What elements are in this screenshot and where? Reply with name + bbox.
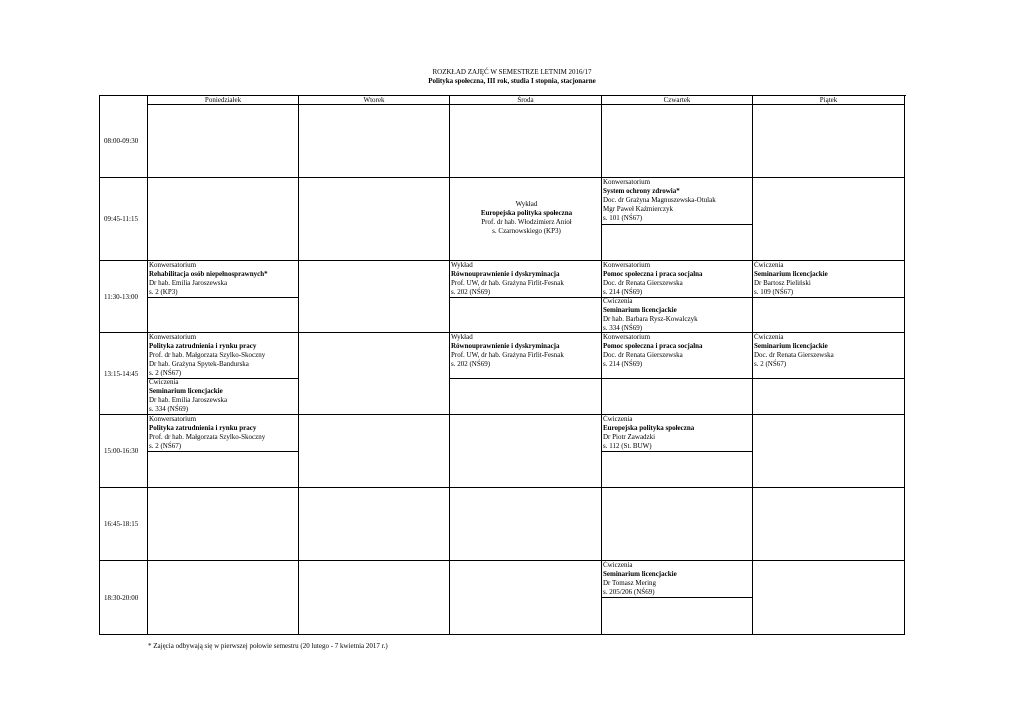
class-name: Rehabilitacja osób niepełnosprawnych* — [149, 270, 268, 278]
class-teacher: Prof. dr hab. Małgorzata Szylko-Skoczny — [149, 433, 266, 441]
timetable-slot — [299, 178, 450, 261]
class-block — [602, 561, 753, 598]
class-block — [602, 297, 753, 333]
class-teacher: Dr Tomasz Mering — [603, 579, 657, 587]
class-teacher: Dr Bartosz Pieliński — [754, 279, 811, 287]
timetable-slot — [602, 105, 753, 178]
class-name: Pomoc społeczna i praca socjalna — [603, 342, 703, 350]
time-label — [100, 561, 148, 635]
time-label — [100, 261, 148, 333]
class-type: Konwersatorium — [149, 333, 197, 341]
class-name: Równouprawnienie i dyskryminacja — [451, 270, 560, 278]
timetable-slot — [299, 105, 450, 178]
timetable-slot — [148, 488, 299, 561]
class-room: s. Czarnowskiego (KP3) — [492, 227, 561, 235]
class-room: s. 334 (NŚ69) — [149, 405, 189, 413]
time-label — [100, 105, 148, 178]
class-teacher: Doc. dr Renata Gierszewska — [603, 279, 683, 287]
time-label-text: 18:30-20:00 — [104, 593, 139, 602]
timetable-slot — [450, 561, 602, 635]
class-room: s. 2 (NŚ67) — [754, 360, 787, 368]
class-type: Konwersatorium — [603, 261, 651, 269]
timetable-slot — [753, 561, 905, 635]
class-name: Pomoc społeczna i praca socjalna — [603, 270, 703, 278]
timetable-slot — [299, 415, 450, 488]
class-type: Ćwiczenia — [603, 415, 633, 423]
time-label — [100, 178, 148, 261]
timetable-slot — [753, 178, 905, 261]
class-room: s. 2 (NŚ67) — [149, 442, 182, 450]
timetable-slot — [450, 415, 602, 488]
class-name: Seminarium licencjackie — [754, 342, 828, 350]
class-room: s. 202 (NŚ69) — [451, 360, 491, 368]
time-label-text: 15:00-16:30 — [104, 447, 139, 455]
class-type: Wykład — [451, 333, 473, 341]
class-room: s. 214 (NŚ69) — [603, 288, 643, 296]
class-type: Ćwiczenia — [603, 561, 633, 569]
class-type: Ćwiczenia — [603, 297, 633, 305]
timetable-grid — [99, 95, 906, 635]
class-teacher: Prof. dr hab. Małgorzata Szylko-Skoczny — [149, 351, 266, 359]
class-name: System ochrony zdrowia* — [603, 187, 680, 195]
class-name: Europejska polityka społeczna — [603, 424, 695, 432]
timetable-slot — [450, 488, 602, 561]
timetable-slot — [148, 561, 299, 635]
class-type: Konwersatorium — [149, 261, 197, 269]
class-type: Wykład — [451, 261, 473, 269]
class-room: s. 109 (NŚ67) — [754, 288, 794, 296]
class-block — [148, 261, 299, 298]
time-label-text: 11:30-13:00 — [104, 292, 138, 301]
time-label-text: 16:45-18:15 — [104, 520, 139, 528]
timetable-slot — [299, 261, 450, 333]
time-label — [100, 333, 148, 415]
day-header-friday: Piątek — [753, 96, 905, 105]
class-block — [450, 333, 602, 379]
day-header-wednesday: Środa — [450, 96, 602, 105]
timetable-slot — [299, 488, 450, 561]
class-name: Seminarium licencjackie — [603, 306, 677, 314]
class-room: s. 202 (NŚ69) — [451, 288, 491, 296]
class-room: s. 101 (NŚ67) — [603, 214, 643, 222]
class-type: Ćwiczenia — [754, 261, 784, 269]
class-type: Ćwiczenia — [149, 378, 179, 386]
time-label-text: 13:15-14:45 — [104, 369, 139, 378]
class-block — [450, 200, 602, 236]
class-block — [450, 261, 602, 298]
class-block — [753, 333, 905, 379]
class-teacher: Prof. UW, dr hab. Grażyna Firlit-Fesnak — [451, 351, 564, 359]
schedule-title: ROZKŁAD ZAJĘĆ W SEMESTRZE LETNIM 2016/17 — [432, 68, 592, 76]
class-room: s. 205/206 (NŚ69) — [603, 588, 655, 596]
class-type: Wykład — [515, 200, 538, 208]
class-name: Seminarium licencjackie — [603, 570, 677, 578]
class-teacher: Dr hab. Grażyna Spytek-Bandurska — [149, 360, 249, 368]
class-room: s. 334 (NŚ69) — [603, 324, 643, 332]
time-label — [100, 488, 148, 561]
class-teacher: Dr Piotr Zawadzki — [603, 433, 656, 441]
class-teacher: Prof. UW, dr hab. Grażyna Firlit-Fesnak — [451, 279, 564, 287]
day-header-monday: Poniedziałek — [148, 96, 299, 105]
timetable-slot — [753, 105, 905, 178]
class-teacher: Doc. dr Renata Gierszewska — [754, 351, 834, 359]
class-teacher: Dr hab. Barbara Rysz-Kowalczyk — [603, 315, 698, 323]
class-type: Konwersatorium — [603, 178, 651, 186]
class-name: Seminarium licencjackie — [754, 270, 828, 278]
timetable-slot — [299, 561, 450, 635]
class-type: Ćwiczenia — [754, 333, 784, 341]
class-block — [148, 415, 299, 452]
class-block — [148, 378, 299, 415]
class-name: Polityka zatrudnienia i rynku pracy — [149, 342, 257, 350]
timetable-slot — [450, 105, 602, 178]
class-room: s. 2 (NŚ67) — [149, 369, 182, 377]
class-name: Równouprawnienie i dyskryminacja — [451, 342, 560, 350]
timetable-slot — [602, 488, 753, 561]
class-block — [602, 178, 753, 225]
time-label-text: 09:45-11:15 — [104, 215, 138, 223]
class-teacher: Dr hab. Emilia Jaroszewska — [149, 279, 228, 287]
class-room: s. 2 (KP3) — [149, 288, 178, 296]
schedule-subtitle: Polityka społeczna, III rok, studia I stopnia, stacjonarne — [428, 77, 596, 85]
timetable-slot — [299, 333, 450, 415]
class-teacher: Prof. dr hab. Włodzimierz Anioł — [481, 218, 572, 226]
time-label — [100, 415, 148, 488]
class-room: s. 112 (St. BUW) — [603, 442, 652, 450]
class-type: Konwersatorium — [603, 333, 651, 341]
time-label-text: 08:00-09:30 — [104, 137, 139, 145]
class-teacher: Mgr Paweł Kaźmierczyk — [603, 205, 673, 213]
corner-cell — [100, 96, 148, 105]
timetable-slot — [753, 415, 905, 488]
class-block — [602, 333, 753, 379]
timetable-slot — [753, 488, 905, 561]
class-block — [602, 415, 753, 452]
class-block — [148, 333, 299, 379]
class-name: Polityka zatrudnienia i rynku pracy — [149, 424, 257, 432]
class-block — [602, 261, 753, 298]
class-room: s. 214 (NŚ69) — [603, 360, 643, 368]
day-header-tuesday: Wtorek — [299, 96, 450, 105]
timetable-slot — [148, 105, 299, 178]
timetable-slot — [148, 178, 299, 261]
class-teacher: Doc. dr Renata Gierszewska — [603, 351, 683, 359]
day-header-thursday: Czwartek — [602, 96, 753, 105]
class-block — [753, 261, 905, 298]
class-teacher: Dr hab. Emilia Jaroszewska — [149, 396, 228, 404]
class-name: Seminarium licencjackie — [149, 387, 223, 395]
footnote: * Zajęcia odbywają się w pierwszej połowie semestru (20 lutego - 7 kwietnia 2017 r.) — [148, 642, 388, 650]
class-name: Europejska polityka społeczna — [480, 209, 573, 217]
class-teacher: Doc. dr Grażyna Magnuszewska-Otulak — [603, 196, 716, 204]
class-type: Konwersatorium — [149, 415, 197, 423]
